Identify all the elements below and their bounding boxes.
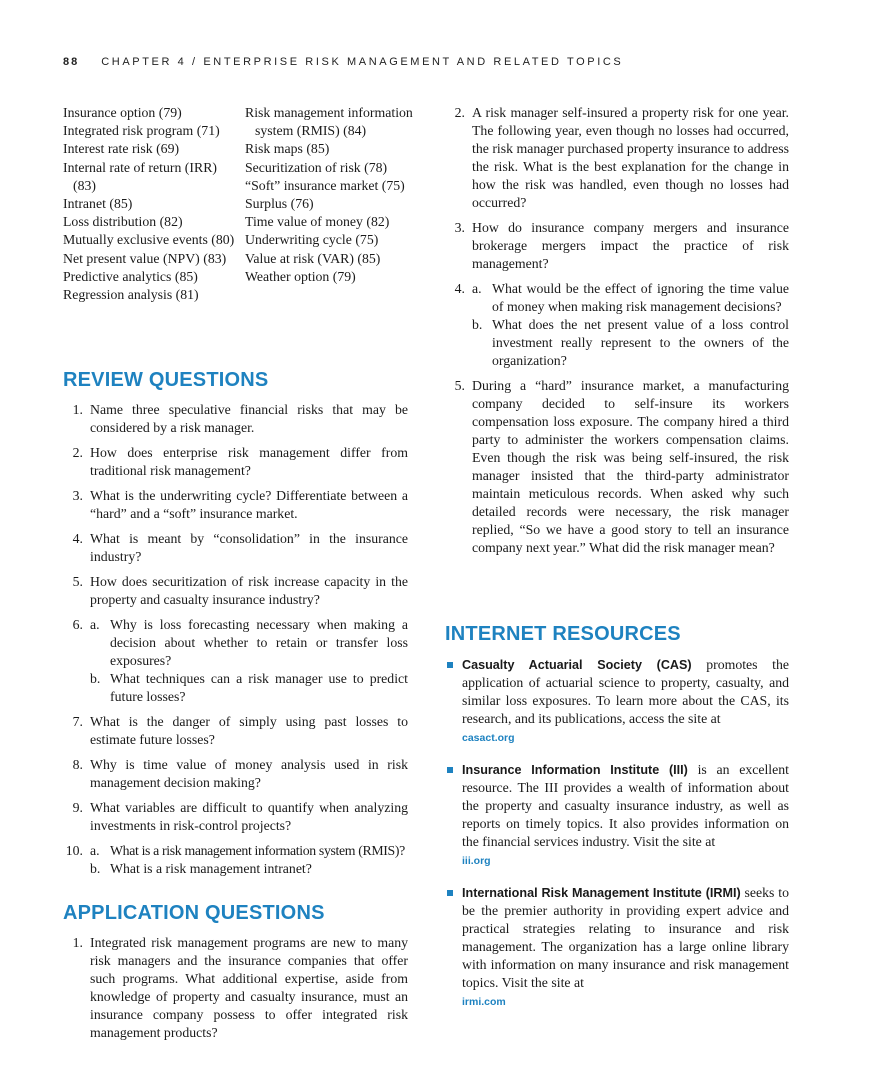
key-term: Integrated risk program (71) bbox=[63, 123, 220, 139]
key-term: Loss distribution (82) bbox=[63, 214, 183, 230]
key-term: Internal rate of return (IRR) (83) bbox=[63, 159, 217, 193]
internet-resources-list bbox=[445, 656, 789, 1011]
review-questions-list bbox=[63, 401, 408, 885]
bullet-square-icon bbox=[447, 662, 453, 668]
review-question: 6. a. Why is loss forecasting necessary when making a decision about whether to retain or transfer loss exposures? b. What techniques can a risk manager use to predict future losses? bbox=[72, 617, 408, 704]
key-term: “Soft” insurance market (75) bbox=[245, 177, 405, 193]
application-question-1-text: Integrated risk management programs are new to many risk managers and the insurance companies that offer such programs. What additional expertise, aside from knowledge of property and casualty insurance, must an insurance company possess to offer integrated risk management products? bbox=[90, 935, 408, 1040]
review-question: 10. a. What is a risk management information system (RMIS)? b. What is a risk management intranet? bbox=[65, 843, 405, 876]
review-subquestion: What techniques can a risk manager use to predict future losses? bbox=[110, 671, 408, 704]
review-question: 8. Why is time value of money analysis used in risk management decision making? bbox=[72, 757, 408, 790]
key-term: Net present value (NPV) (83) bbox=[63, 250, 227, 266]
application-subquestion: What does the net present value of a loss control investment really represent to the owners of the organization? bbox=[492, 317, 789, 368]
key-term: Interest rate risk (69) bbox=[63, 141, 180, 157]
key-term: Value at risk (VAR) (85) bbox=[245, 250, 381, 266]
review-questions-heading: REVIEW QUESTIONS bbox=[63, 369, 269, 391]
review-question: 5. How does securitization of risk increase capacity in the property and casualty insurance industry? bbox=[72, 574, 408, 607]
review-subquestion: What is a risk management information system (RMIS)? bbox=[110, 843, 405, 858]
internet-resources-heading: INTERNET RESOURCES bbox=[445, 623, 681, 645]
resource-item: International Risk Management Institute (IRMI) seeks to be the premier authority in providing expert advice and practical strategies relating to insurance and risk management. The organization has a large online library with information on many insurance and risk management topics. Visit the site at irmi.com bbox=[445, 884, 789, 1011]
review-question: 1. Name three speculative financial risks that may be considered by a risk manager. bbox=[72, 402, 408, 435]
key-term: Insurance option (79) bbox=[63, 105, 182, 120]
review-subquestion: What is a risk management intranet? bbox=[110, 861, 312, 876]
resource-item: Insurance Information Institute (III) is an excellent resource. The III provides a wealth of information about the property and casualty insurance industry, as well as reports on timely topics. It also provides information on the financial services industry. Visit the site at iii.org bbox=[445, 761, 789, 870]
key-term: Risk maps (85) bbox=[245, 141, 330, 157]
key-term: Weather option (79) bbox=[245, 268, 356, 284]
application-question: 5. During a “hard” insurance market, a manufacturing company decided to self-insure its workers compensation loss exposure. The company hired a third party to administer the workers compensation claims. Even though the risk was being self-insured, the risk manager insisted that the third-party administrator maintain meticulous records. When asked why such detailed records were necessary, the risk manager replied, “So we have a good story to tell an insurance company next year.” What did the risk manager mean? bbox=[454, 378, 789, 555]
key-term: Securitization of risk (78) bbox=[245, 159, 388, 175]
key-term: Predictive analytics (85) bbox=[63, 268, 198, 284]
resource-link[interactable]: casact.org bbox=[462, 732, 515, 744]
bullet-square-icon bbox=[447, 767, 453, 773]
application-questions-heading: APPLICATION QUESTIONS bbox=[63, 902, 325, 924]
key-term: Surplus (76) bbox=[245, 196, 314, 212]
resource-link[interactable]: irmi.com bbox=[462, 996, 506, 1008]
review-question: 7. What is the danger of simply using past losses to estimate future losses? bbox=[72, 714, 408, 747]
key-term: Underwriting cycle (75) bbox=[245, 232, 379, 248]
review-subquestion: Why is loss forecasting necessary when making a decision about whether to retain or transfer loss exposures? bbox=[110, 617, 408, 668]
resource-org: Casualty Actuarial Society (CAS) bbox=[462, 658, 692, 672]
application-question: 1. Integrated risk management programs are new to many risk managers and the insurance companies that offer such programs. What additional expertise, aside from knowledge of property and casualty insurance, must an insurance company possess to offer integrated risk management products? bbox=[72, 935, 408, 1040]
key-term: Mutually exclusive events (80) bbox=[63, 232, 235, 248]
resource-link[interactable]: iii.org bbox=[462, 855, 491, 867]
key-term: Intranet (85) bbox=[63, 196, 133, 212]
running-header bbox=[63, 56, 623, 68]
chapter-title: CHAPTER 4 / ENTERPRISE RISK MANAGEMENT AND RELATED TOPICS bbox=[101, 56, 624, 68]
resource-org: Insurance Information Institute (III) bbox=[462, 763, 688, 777]
application-question: 4. a. What would be the effect of ignoring the time value of money when making risk management decisions? b. What does the net present value of a loss control investment really represent to the owners of the organization? bbox=[454, 281, 789, 368]
resource-org: International Risk Management Institute (IRMI) bbox=[462, 886, 741, 900]
bullet-square-icon bbox=[447, 890, 453, 896]
application-question-1-start bbox=[63, 934, 408, 1049]
application-question: 3. How do insurance company mergers and insurance brokerage mergers impact the practice of risk management? bbox=[454, 220, 789, 271]
key-term: Time value of money (82) bbox=[245, 214, 390, 230]
page-number: 88 bbox=[63, 56, 80, 68]
review-question: 2. How does enterprise risk management differ from traditional risk management? bbox=[72, 445, 408, 478]
application-questions-continued bbox=[445, 104, 789, 564]
review-question: 9. What variables are difficult to quantify when analyzing investments in risk-control projects? bbox=[72, 800, 408, 833]
key-terms-column-1 bbox=[63, 104, 235, 304]
key-terms-column-2 bbox=[245, 104, 413, 286]
review-question: 3. What is the underwriting cycle? Differentiate between a “hard” and a “soft” insurance market. bbox=[72, 488, 408, 521]
key-term: Risk management information system (RMIS) (84) bbox=[245, 105, 413, 139]
application-subquestion: What would be the effect of ignoring the time value of money when making risk management decisions? bbox=[492, 281, 789, 314]
application-question: 2. A risk manager self-insured a property risk for one year. The following year, even though no losses had occurred, the risk manager purchased property insurance to address the risk. What is the best explanation for the change in how the risk was handled, even though no losses had occurred? bbox=[454, 105, 789, 210]
key-term: Regression analysis (81) bbox=[63, 287, 199, 303]
review-question: 4. What is meant by “consolidation” in the insurance industry? bbox=[72, 531, 408, 564]
resource-item: Casualty Actuarial Society (CAS) promotes the application of actuarial science to property, casualty, and similar loss exposures. To learn more about the CAS, its research, and its publications, access the site at casact.org bbox=[445, 656, 789, 747]
